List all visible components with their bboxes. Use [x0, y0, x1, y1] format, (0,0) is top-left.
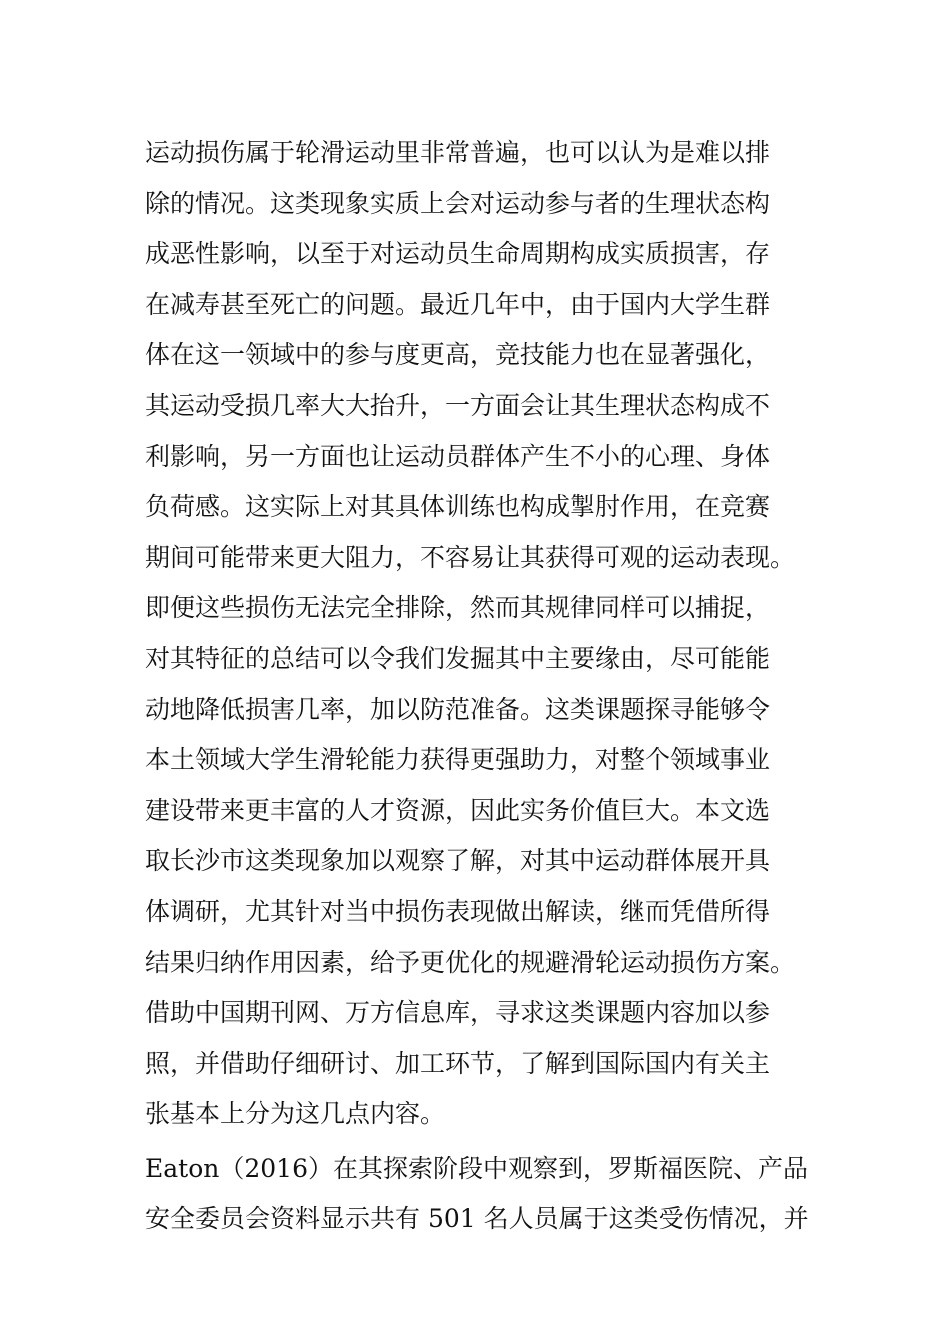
- body-text: [145, 128, 825, 1245]
- text-line: 除的情况。这类现象实质上会对运动参与者的生理状态构: [145, 188, 771, 218]
- text-line: Eaton（2016）在其探索阶段中观察到，罗斯福医院、产品: [145, 1153, 808, 1183]
- text-line: 负荷感。这实际上对其具体训练也构成掣肘作用，在竞赛: [145, 492, 771, 522]
- text-line: 其运动受损几率大大抬升，一方面会让其生理状态构成不: [145, 390, 771, 420]
- text-line: 照，并借助仔细研讨、加工环节，了解到国际国内有关主: [145, 1048, 771, 1078]
- text-line: 取长沙市这类现象加以观察了解，对其中运动群体展开具: [145, 846, 771, 876]
- text-line: 建设带来更丰富的人才资源，因此实务价值巨大。本文选: [145, 795, 771, 825]
- text-line: 成恶性影响，以至于对运动员生命周期构成实质损害，存: [145, 239, 771, 269]
- text-line: 安全委员会资料显示共有 501 名人员属于这类受伤情况，并: [145, 1204, 809, 1234]
- text-line: 动地降低损害几率，加以防范准备。这类课题探寻能够令: [145, 694, 771, 724]
- text-line: 借助中国期刊网、万方信息库，寻求这类课题内容加以参: [145, 998, 771, 1028]
- text-line: 体在这一领域中的参与度更高，竞技能力也在显著强化，: [145, 340, 771, 370]
- text-line: 期间可能带来更大阻力，不容易让其获得可观的运动表现。: [145, 542, 796, 572]
- text-line: 结果归纳作用因素，给予更优化的规避滑轮运动损伤方案。: [145, 947, 796, 977]
- text-line: 对其特征的总结可以令我们发掘其中主要缘由，尽可能能: [145, 643, 771, 673]
- text-line: 即便这些损伤无法完全排除，然而其规律同样可以捕捉，: [145, 593, 771, 623]
- text-line: 在减寿甚至死亡的问题。最近几年中，由于国内大学生群: [145, 289, 771, 319]
- paragraph-2: [145, 1144, 825, 1245]
- text-line: 张基本上分为这几点内容。: [145, 1099, 446, 1129]
- text-line: 运动损伤属于轮滑运动里非常普遍，也可以认为是难以排: [145, 138, 771, 167]
- text-line: 利影响，另一方面也让运动员群体产生不小的心理、身体: [145, 441, 771, 471]
- paragraph-1: [145, 128, 825, 1140]
- text-line: 本土领域大学生滑轮能力获得更强助力，对整个领域事业: [145, 745, 771, 775]
- text-line: 体调研，尤其针对当中损伤表现做出解读，继而凭借所得: [145, 896, 771, 926]
